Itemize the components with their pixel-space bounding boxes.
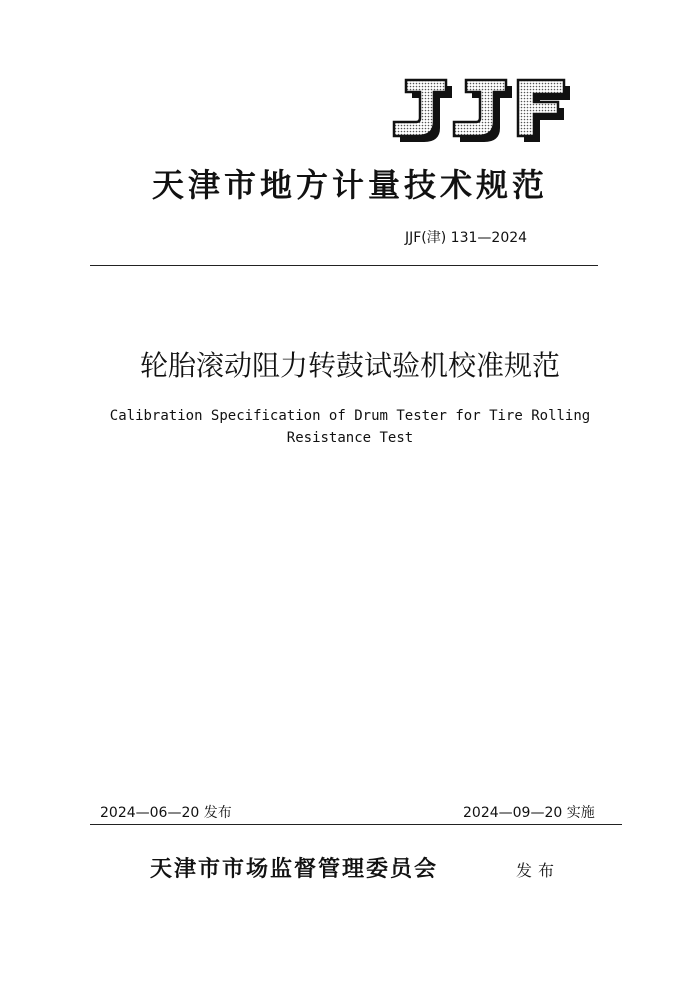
jjf-logo-graphic [388, 76, 578, 146]
top-divider [90, 265, 598, 266]
publish-label: 发布 [516, 861, 561, 880]
document-title-chinese: 轮胎滚动阻力转鼓试验机校准规范 [139, 349, 560, 382]
issue-date: 2024—06—20 发布 [100, 805, 232, 821]
document-title-english: Calibration Specification of Drum Tester for Tire Rolling Resistance Test [109, 408, 591, 446]
jjf-logo [388, 76, 578, 146]
bottom-divider [90, 824, 622, 825]
series-title: 天津市地方计量技术规范 [151, 166, 548, 204]
implementation-date: 2024—09—20 实施 [463, 805, 595, 821]
publisher-name: 天津市市场监督管理委员会 [150, 856, 439, 882]
document-number: JJF(津) 131—2024 [405, 230, 528, 246]
